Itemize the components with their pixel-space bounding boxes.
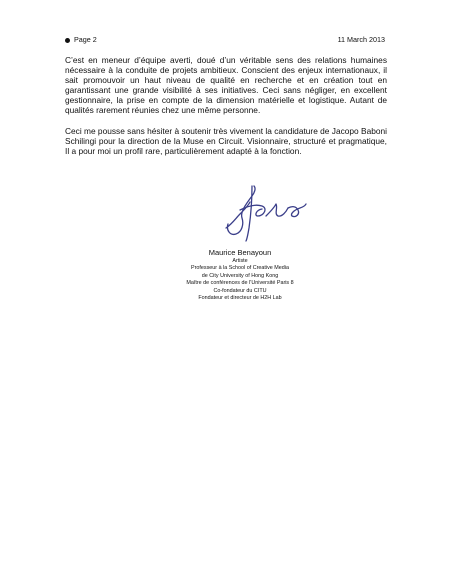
letter-date: 11 March 2013 [337, 35, 385, 44]
signatory-title-line: Co-fondateur du CITU [213, 287, 267, 294]
page-number: Page 2 [74, 35, 97, 44]
bullet-icon [65, 38, 70, 43]
signature-block [160, 248, 320, 302]
paragraph-1: C’est en meneur d’équipe averti, doué d’un véritable sens des relations humaines nécessaire à la conduite de projets ambitieux. Conscient des enjeux internationaux, il sait promouvoir un haut niveau de qualité en recherche et en création tout en garantissant une grande visibilité à ses initiatives. Ceci sans négliger, en excellent gestionnaire, la prise en compte de la dimension matérielle et logistique. Autant de qualités rarement réunies chez une même personne. [65, 55, 387, 116]
letter-body [65, 55, 387, 166]
signatory-name: Maurice Benayoun [208, 248, 272, 257]
page-header [65, 34, 385, 46]
page-indicator [65, 34, 97, 46]
handwritten-signature [222, 184, 308, 242]
signatory-title-line: de City University of Hong Kong [201, 272, 279, 279]
signatory-title-line: Maître de conférences de l’Université Paris 8 [186, 280, 294, 287]
signatory-title-line: Fondateur et directeur de H2H Lab [198, 295, 282, 302]
signatory-role: Artiste [232, 258, 248, 264]
paragraph-2: Ceci me pousse sans hésiter à soutenir très vivement la candidature de Jacopo Baboni Schilingi pour la direction de la Muse en Circuit. Visionnaire, structuré et pragmatique, Il a pour moi un profil rare, particulièrement adapté à la fonction. [65, 125, 387, 156]
signatory-title-line: Professeur à la School of Creative Media [191, 265, 289, 272]
